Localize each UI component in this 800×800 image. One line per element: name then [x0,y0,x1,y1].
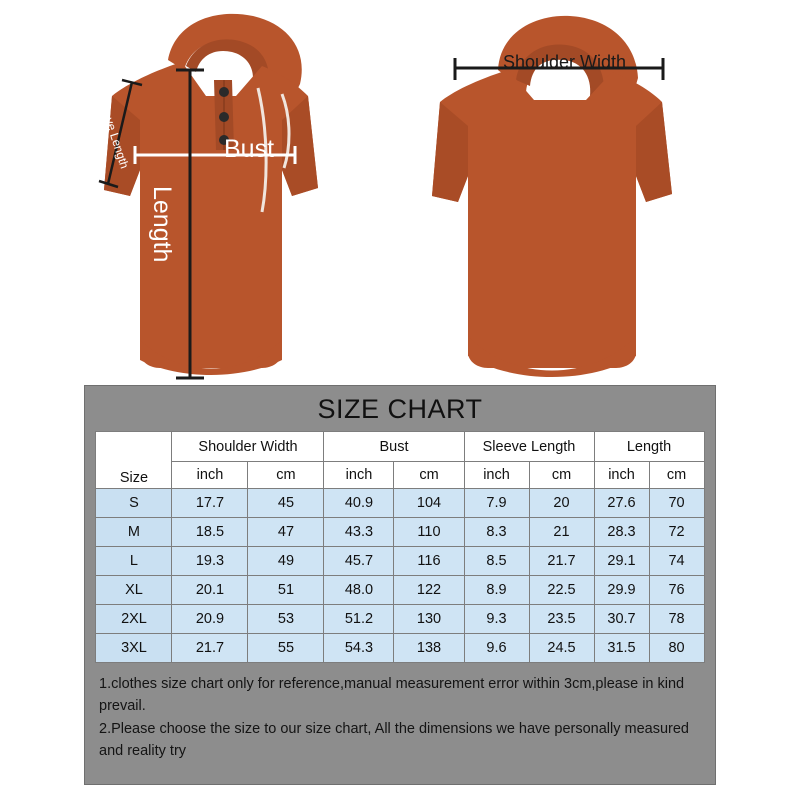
unit-header-2: inch [324,462,394,489]
cell-value: 8.9 [464,576,529,605]
cell-value: 55 [248,634,324,663]
cell-value: 21.7 [172,634,248,663]
bust-label: Bust [224,135,275,163]
group-header-length: Length [594,432,704,462]
row-size-label: 3XL [96,634,172,663]
cell-value: 47 [248,518,324,547]
group-header-bust: Bust [324,432,464,462]
cell-value: 28.3 [594,518,649,547]
cell-value: 51 [248,576,324,605]
note-2: 2.Please choose the size to our size chart, All the dimensions we have personally measured and reality try [99,720,689,760]
cell-value: 8.5 [464,547,529,576]
cell-value: 17.7 [172,489,248,518]
cell-value: 30.7 [594,605,649,634]
cell-value: 130 [394,605,464,634]
table-group-header-row [96,432,704,462]
group-header-shoulder-width: Shoulder Width [172,432,324,462]
cell-value: 21 [529,518,594,547]
table-row [96,605,704,634]
cell-value: 53 [248,605,324,634]
cell-value: 29.9 [594,576,649,605]
cell-value: 51.2 [324,605,394,634]
cell-value: 20.9 [172,605,248,634]
cell-value: 74 [649,547,704,576]
cell-value: 48.0 [324,576,394,605]
cell-value: 8.3 [464,518,529,547]
note-1: 1.clothes size chart only for reference,manual measurement error within 3cm,please in kind prevail. [99,676,685,715]
group-header-sleeve-length: Sleeve Length [464,432,594,462]
cell-value: 9.3 [464,605,529,634]
table-unit-header-row [96,462,704,489]
cell-value: 104 [394,489,464,518]
row-size-label: M [96,518,172,547]
shirt-back-view [432,16,672,377]
size-column-header: Size [96,432,172,489]
table-row [96,576,704,605]
cell-value: 110 [394,518,464,547]
cell-value: 27.6 [594,489,649,518]
unit-header-0: inch [172,462,248,489]
shirt-front-view [99,14,318,378]
cell-value: 122 [394,576,464,605]
button-top [219,87,229,97]
cell-value: 19.3 [172,547,248,576]
cell-value: 40.9 [324,489,394,518]
button-bottom [219,135,229,145]
cell-value: 116 [394,547,464,576]
cell-value: 80 [649,634,704,663]
cell-value: 21.7 [529,547,594,576]
chart-title: SIZE CHART [317,394,483,424]
cell-value: 138 [394,634,464,663]
cell-value: 7.9 [464,489,529,518]
cell-value: 49 [248,547,324,576]
cell-value: 76 [649,576,704,605]
unit-header-6: inch [594,462,649,489]
cell-value: 23.5 [529,605,594,634]
cell-value: 78 [649,605,704,634]
garment-illustration [0,0,800,385]
cell-value: 20 [529,489,594,518]
row-size-label: S [96,489,172,518]
chart-notes [85,663,715,763]
unit-header-3: cm [394,462,464,489]
size-chart-panel [84,385,716,785]
row-size-label: 2XL [96,605,172,634]
cell-value: 22.5 [529,576,594,605]
cell-value: 9.6 [464,634,529,663]
cell-value: 70 [649,489,704,518]
cell-value: 54.3 [324,634,394,663]
table-row [96,634,704,663]
cell-value: 45.7 [324,547,394,576]
table-row [96,518,704,547]
table-row [96,547,704,576]
cell-value: 72 [649,518,704,547]
unit-header-7: cm [649,462,704,489]
unit-header-4: inch [464,462,529,489]
row-size-label: L [96,547,172,576]
cell-value: 43.3 [324,518,394,547]
size-table [95,431,704,663]
cell-value: 24.5 [529,634,594,663]
table-row [96,489,704,518]
shoulder-width-label: Shoulder Width [503,52,627,72]
cell-value: 20.1 [172,576,248,605]
shirt-diagram-svg [0,0,800,385]
cell-value: 45 [248,489,324,518]
row-size-label: XL [96,576,172,605]
sleeve-length-label: Sleeve Length [94,93,132,171]
button-middle [219,112,229,122]
unit-header-5: cm [529,462,594,489]
length-label: Length [148,186,176,263]
cell-value: 31.5 [594,634,649,663]
unit-header-1: cm [248,462,324,489]
cell-value: 18.5 [172,518,248,547]
cell-value: 29.1 [594,547,649,576]
